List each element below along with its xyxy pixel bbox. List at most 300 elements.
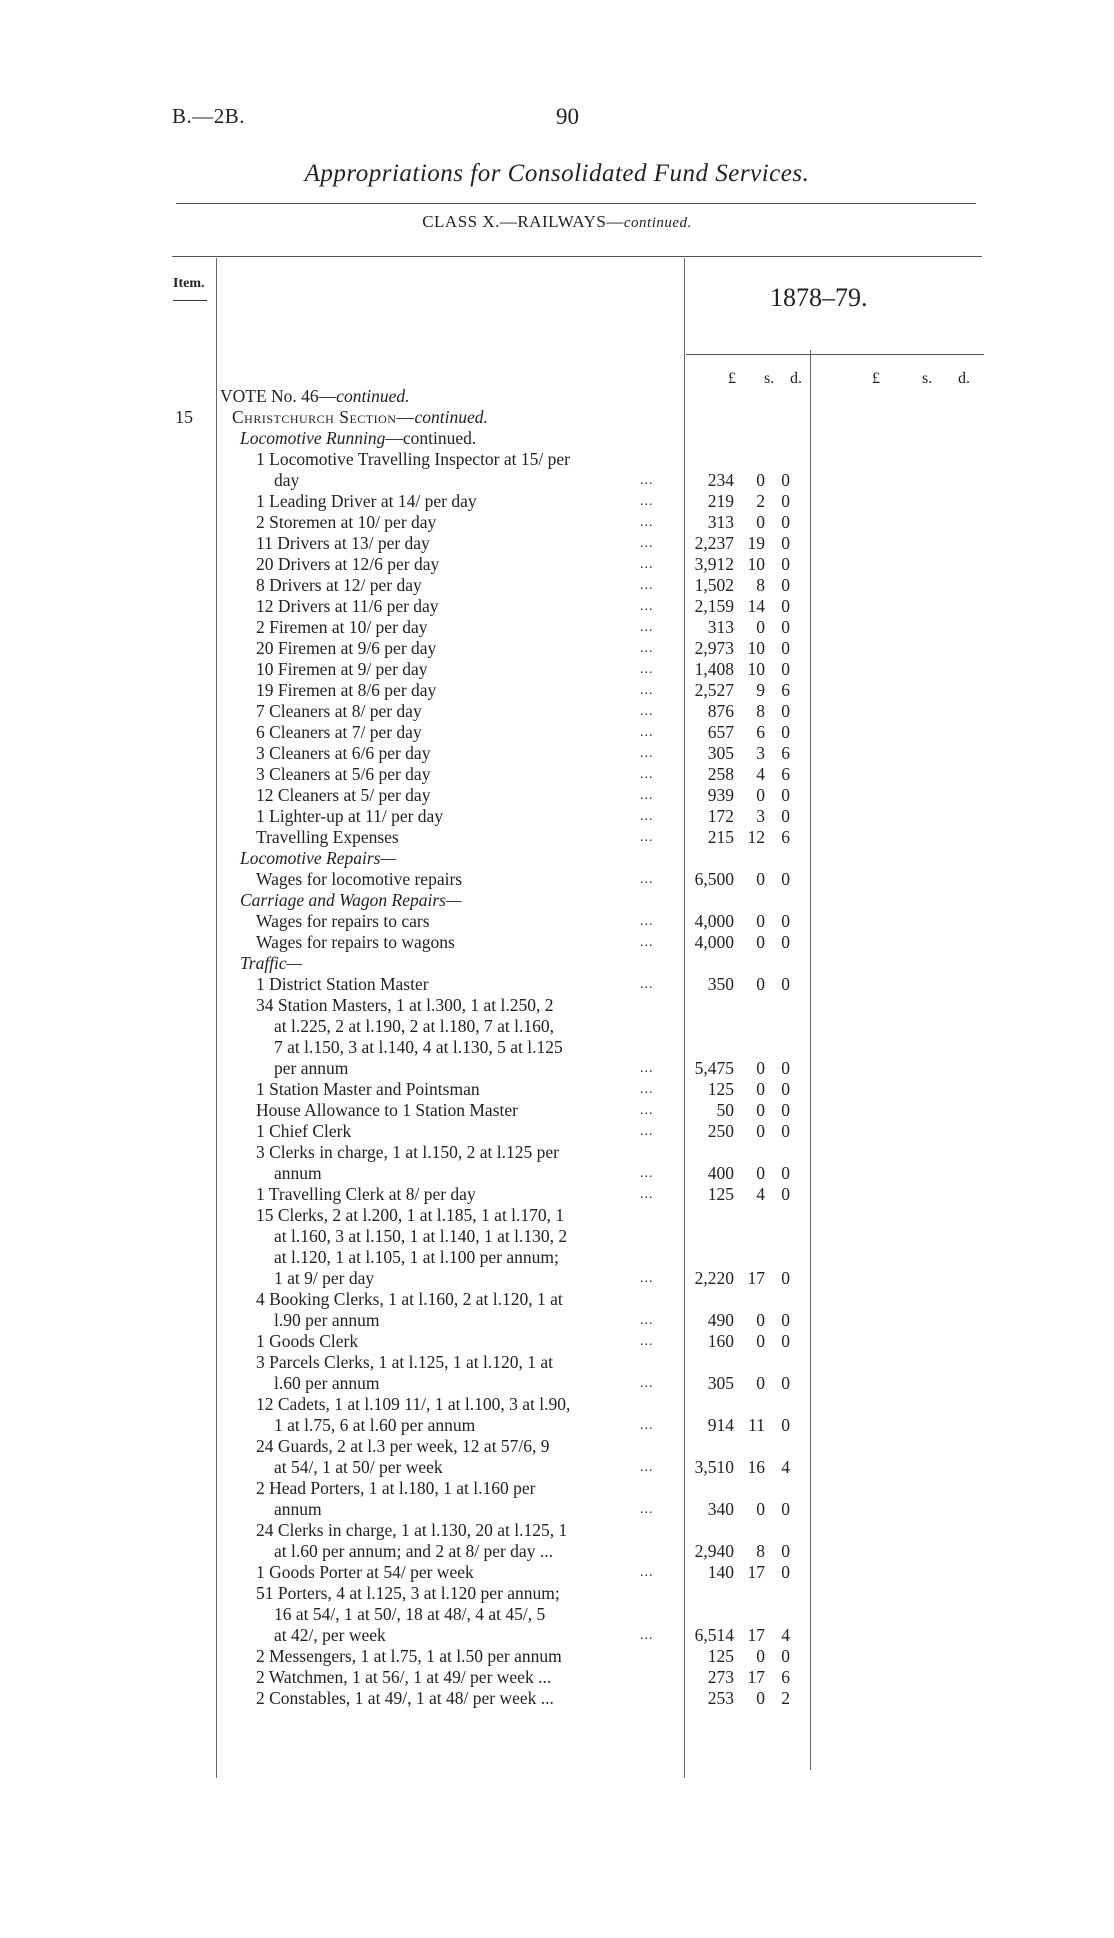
leader-dots: ... (640, 1460, 654, 1475)
table-row (0, 1667, 1114, 1688)
amount-shillings: 8 (756, 1541, 765, 1561)
row-description: at l.120, 1 at l.105, 1 at l.100 per annum; (274, 1247, 559, 1267)
shilling-header-2: s. (922, 370, 933, 387)
leader-dots: ... (640, 662, 654, 677)
row-description: 6 Cleaners at 7/ per day (256, 722, 422, 742)
amount-pence: 2 (781, 1688, 790, 1708)
amount-pence: 0 (781, 806, 790, 826)
leader-dots: ... (640, 1061, 654, 1076)
row-description: 10 Firemen at 9/ per day (256, 659, 428, 679)
table-row (0, 1331, 1114, 1352)
row-description: 2 Messengers, 1 at l.75, 1 at l.50 per annum (256, 1646, 562, 1666)
row-description: 1 Goods Porter at 54/ per week (256, 1562, 474, 1582)
amount-pounds: 313 (707, 512, 734, 532)
amount-pounds: 3,510 (694, 1457, 734, 1477)
amount-pence: 0 (781, 554, 790, 574)
row-description: 24 Clerks in charge, 1 at l.130, 20 at l.125, 1 (256, 1520, 568, 1540)
row-description: 12 Cadets, 1 at l.109 11/, 1 at l.100, 3 at l.90, (256, 1394, 571, 1414)
row-description: 3 Parcels Clerks, 1 at l.125, 1 at l.120, 1 at (256, 1352, 553, 1372)
amount-pounds: 250 (707, 1121, 734, 1141)
leader-dots: ... (640, 809, 654, 824)
amount-pounds: 6,500 (694, 869, 734, 889)
amount-pounds: 215 (707, 827, 734, 847)
table-row (0, 596, 1114, 617)
leader-dots: ... (640, 1565, 654, 1580)
amount-pence: 0 (781, 1331, 790, 1351)
table-row (0, 1037, 1114, 1058)
row-description: 12 Drivers at 11/6 per day (256, 596, 439, 616)
table-row (0, 1646, 1114, 1667)
table-row (0, 932, 1114, 953)
amount-shillings: 14 (747, 596, 765, 616)
row-description: per annum (274, 1058, 349, 1078)
amount-pence: 0 (781, 596, 790, 616)
table-row (0, 848, 1114, 869)
amount-pence: 0 (781, 1415, 790, 1435)
amount-pence: 0 (781, 1373, 790, 1393)
amount-pence: 0 (781, 1562, 790, 1582)
table-row (0, 1373, 1114, 1394)
leader-dots: ... (640, 494, 654, 509)
row-description: annum (274, 1499, 322, 1519)
amount-shillings: 0 (756, 1079, 765, 1099)
pence-header-2: d. (958, 370, 970, 387)
amount-shillings: 3 (756, 806, 765, 826)
table-row (0, 1562, 1114, 1583)
item-header-underline (173, 300, 207, 301)
row-description: 1 at 9/ per day (274, 1268, 375, 1288)
amount-pounds: 305 (707, 743, 734, 763)
amount-pounds: 1,408 (694, 659, 734, 679)
row-description: 51 Porters, 4 at l.125, 3 at l.120 per annum; (256, 1583, 560, 1603)
year-header: 1878–79. (770, 283, 868, 312)
table-row (0, 1058, 1114, 1079)
leader-dots: ... (640, 1502, 654, 1517)
leader-dots: ... (640, 536, 654, 551)
leader-dots: ... (640, 641, 654, 656)
table-row (0, 1499, 1114, 1520)
leader-dots: ... (640, 830, 654, 845)
row-description: Locomotive Repairs— (240, 848, 397, 868)
amount-pounds: 939 (707, 785, 734, 805)
table-row (0, 1205, 1114, 1226)
table-row (0, 680, 1114, 701)
table-row (0, 1016, 1114, 1037)
row-description: 19 Firemen at 8/6 per day (256, 680, 437, 700)
leader-dots: ... (640, 1334, 654, 1349)
table-row (0, 386, 1114, 407)
row-description: 1 Travelling Clerk at 8/ per day (256, 1184, 476, 1204)
table-row (0, 659, 1114, 680)
pound-header-1: £ (728, 370, 736, 387)
amount-pounds: 490 (707, 1310, 734, 1330)
table-row (0, 1604, 1114, 1625)
amount-pence: 6 (781, 680, 790, 700)
table-row (0, 1394, 1114, 1415)
amount-shillings: 17 (747, 1625, 765, 1645)
row-description: Wages for repairs to wagons (256, 932, 455, 952)
leader-dots: ... (640, 1103, 654, 1118)
amount-pounds: 253 (707, 1688, 734, 1708)
row-description: at 54/, 1 at 50/ per week (274, 1457, 443, 1477)
table-row (0, 1625, 1114, 1646)
amount-shillings: 0 (756, 1310, 765, 1330)
row-description: 1 Leading Driver at 14/ per day (256, 491, 477, 511)
row-description: 2 Constables, 1 at 49/, 1 at 48/ per week ... (256, 1688, 554, 1708)
amount-pounds: 3,912 (694, 554, 734, 574)
table-row (0, 638, 1114, 659)
leader-dots: ... (640, 1187, 654, 1202)
amount-pounds: 50 (716, 1100, 734, 1120)
row-description: Carriage and Wagon Repairs— (240, 890, 462, 910)
amount-pounds: 4,000 (694, 911, 734, 931)
table-row (0, 1478, 1114, 1499)
amount-shillings: 0 (756, 1100, 765, 1120)
row-description: Travelling Expenses (256, 827, 399, 847)
amount-shillings: 0 (756, 932, 765, 952)
row-description: 1 Chief Clerk (256, 1121, 352, 1141)
amount-pence: 0 (781, 1163, 790, 1183)
amount-shillings: 16 (747, 1457, 765, 1477)
table-row (0, 470, 1114, 491)
row-description: Traffic— (240, 953, 303, 973)
amount-pounds: 258 (707, 764, 734, 784)
table-row (0, 428, 1114, 449)
amount-pence: 6 (781, 1667, 790, 1687)
amount-pounds: 2,940 (694, 1541, 734, 1561)
leader-dots: ... (640, 683, 654, 698)
document-reference: B.—2B. (172, 104, 246, 128)
amount-pence: 0 (781, 869, 790, 889)
amount-pence: 0 (781, 785, 790, 805)
amount-pounds: 4,000 (694, 932, 734, 952)
table-row (0, 617, 1114, 638)
amount-shillings: 11 (748, 1415, 765, 1435)
amount-shillings: 3 (756, 743, 765, 763)
row-description: at 42/, per week (274, 1625, 386, 1645)
leader-dots: ... (640, 1313, 654, 1328)
item-number: 15 (175, 407, 193, 427)
leader-dots: ... (640, 1271, 654, 1286)
amount-pounds: 2,220 (694, 1268, 734, 1288)
row-description: 12 Cleaners at 5/ per day (256, 785, 431, 805)
row-description: 2 Storemen at 10/ per day (256, 512, 437, 532)
table-row (0, 491, 1114, 512)
table-row (0, 1163, 1114, 1184)
amount-pounds: 2,159 (694, 596, 734, 616)
amount-shillings: 8 (756, 701, 765, 721)
leader-dots: ... (640, 767, 654, 782)
table-row (0, 1457, 1114, 1478)
row-description: 1 Station Master and Pointsman (256, 1079, 480, 1099)
amount-shillings: 4 (756, 764, 765, 784)
amount-pence: 0 (781, 722, 790, 742)
leader-dots: ... (640, 473, 654, 488)
amount-pence: 0 (781, 1121, 790, 1141)
amount-pence: 0 (781, 638, 790, 658)
row-description: 11 Drivers at 13/ per day (256, 533, 430, 553)
leader-dots: ... (640, 1124, 654, 1139)
table-row (0, 1079, 1114, 1100)
leader-dots: ... (640, 1628, 654, 1643)
amount-pounds: 350 (707, 974, 734, 994)
table-row (0, 1184, 1114, 1205)
leader-dots: ... (640, 935, 654, 950)
page-title: Appropriations for Consolidated Fund Services. (304, 160, 810, 187)
amount-pounds: 2,237 (694, 533, 734, 553)
row-description: 20 Firemen at 9/6 per day (256, 638, 437, 658)
amount-pounds: 234 (707, 470, 734, 490)
row-description: 1 at l.75, 6 at l.60 per annum (274, 1415, 476, 1435)
table-row (0, 1688, 1114, 1709)
amount-pounds: 160 (707, 1331, 734, 1351)
amount-pence: 0 (781, 1100, 790, 1120)
table-row (0, 1541, 1114, 1562)
amount-pounds: 6,514 (694, 1625, 734, 1645)
table-row (0, 743, 1114, 764)
leader-dots: ... (640, 977, 654, 992)
amount-shillings: 10 (747, 659, 765, 679)
leader-dots: ... (640, 578, 654, 593)
amount-shillings: 10 (747, 554, 765, 574)
table-row (0, 1142, 1114, 1163)
amount-shillings: 0 (756, 1163, 765, 1183)
amount-pence: 0 (781, 911, 790, 931)
leader-dots: ... (640, 704, 654, 719)
amount-shillings: 9 (756, 680, 765, 700)
leader-dots: ... (640, 746, 654, 761)
amount-shillings: 0 (756, 1646, 765, 1666)
amount-shillings: 0 (756, 869, 765, 889)
amount-pence: 6 (781, 764, 790, 784)
amount-pence: 0 (781, 1184, 790, 1204)
table-row (0, 890, 1114, 911)
amount-pence: 4 (781, 1457, 790, 1477)
amount-shillings: 0 (756, 785, 765, 805)
amount-shillings: 6 (756, 722, 765, 742)
row-description: 7 at l.150, 3 at l.140, 4 at l.130, 5 at l.125 (274, 1037, 563, 1057)
row-description: Wages for repairs to cars (256, 911, 430, 931)
amount-pounds: 2,527 (694, 680, 734, 700)
amount-pence: 0 (781, 701, 790, 721)
amount-pence: 0 (781, 491, 790, 511)
amount-pence: 0 (781, 617, 790, 637)
amount-pounds: 657 (707, 722, 734, 742)
table-row (0, 974, 1114, 995)
table-row (0, 701, 1114, 722)
row-description: 3 Clerks in charge, 1 at l.150, 2 at l.125 per (256, 1142, 559, 1162)
amount-pounds: 340 (707, 1499, 734, 1519)
amount-pounds: 273 (707, 1667, 734, 1687)
row-description: House Allowance to 1 Station Master (256, 1100, 518, 1120)
row-description: day (274, 470, 300, 490)
amount-pounds: 305 (707, 1373, 734, 1393)
row-description: 1 Lighter-up at 11/ per day (256, 806, 444, 826)
amount-shillings: 0 (756, 1121, 765, 1141)
amount-pence: 0 (781, 932, 790, 952)
table-row (0, 785, 1114, 806)
leader-dots: ... (640, 725, 654, 740)
table-top-rule (172, 256, 982, 257)
amount-pence: 0 (781, 1499, 790, 1519)
table-row (0, 1100, 1114, 1121)
amount-pounds: 140 (707, 1562, 734, 1582)
row-description: 7 Cleaners at 8/ per day (256, 701, 422, 721)
row-description: 24 Guards, 2 at l.3 per week, 12 at 57/6, 9 (256, 1436, 550, 1456)
row-description: 3 Cleaners at 5/6 per day (256, 764, 431, 784)
table-row (0, 554, 1114, 575)
shilling-header-1: s. (764, 370, 775, 387)
title-rule (176, 203, 976, 204)
table-row (0, 1520, 1114, 1541)
amount-pence: 0 (781, 659, 790, 679)
table-row (0, 827, 1114, 848)
table-row (0, 806, 1114, 827)
row-description: 15 Clerks, 2 at l.200, 1 at l.185, 1 at l.170, 1 (256, 1205, 565, 1225)
row-description: Christchurch Section—continued. (232, 407, 488, 427)
amount-shillings: 12 (747, 827, 765, 847)
amount-pounds: 313 (707, 617, 734, 637)
header-bottom-rule (686, 354, 984, 355)
amount-shillings: 0 (756, 974, 765, 994)
amount-shillings: 17 (747, 1667, 765, 1687)
pound-header-2: £ (872, 370, 880, 387)
amount-pounds: 876 (707, 701, 734, 721)
row-description: 4 Booking Clerks, 1 at l.160, 2 at l.120, 1 at (256, 1289, 563, 1309)
leader-dots: ... (640, 788, 654, 803)
table-row (0, 1289, 1114, 1310)
table-row (0, 533, 1114, 554)
leader-dots: ... (640, 515, 654, 530)
row-description: 2 Watchmen, 1 at 56/, 1 at 49/ per week ... (256, 1667, 552, 1687)
row-description: l.60 per annum (274, 1373, 380, 1393)
table-row (0, 512, 1114, 533)
row-description: l.90 per annum (274, 1310, 380, 1330)
table-row (0, 1583, 1114, 1604)
amount-shillings: 4 (756, 1184, 765, 1204)
row-description: 20 Drivers at 12/6 per day (256, 554, 440, 574)
table-row (0, 869, 1114, 890)
amount-shillings: 2 (756, 491, 765, 511)
amount-shillings: 0 (756, 617, 765, 637)
table-row (0, 407, 1114, 428)
amount-pounds: 172 (707, 806, 734, 826)
amount-pence: 0 (781, 575, 790, 595)
row-description: 2 Head Porters, 1 at l.180, 1 at l.160 per (256, 1478, 536, 1498)
amount-shillings: 0 (756, 1058, 765, 1078)
table-row (0, 1268, 1114, 1289)
table-row (0, 1310, 1114, 1331)
amount-pence: 0 (781, 1268, 790, 1288)
amount-pence: 4 (781, 1625, 790, 1645)
amount-shillings: 17 (747, 1268, 765, 1288)
amount-pence: 0 (781, 1310, 790, 1330)
pence-header-1: d. (790, 370, 802, 387)
table-row (0, 1415, 1114, 1436)
leader-dots: ... (640, 914, 654, 929)
leader-dots: ... (640, 599, 654, 614)
amount-shillings: 0 (756, 1688, 765, 1708)
amount-shillings: 10 (747, 638, 765, 658)
table-row (0, 1247, 1114, 1268)
amount-shillings: 0 (756, 911, 765, 931)
leader-dots: ... (640, 872, 654, 887)
row-description: 34 Station Masters, 1 at l.300, 1 at l.250, 2 (256, 995, 554, 1015)
amount-pounds: 125 (707, 1184, 734, 1204)
table-row (0, 764, 1114, 785)
leader-dots: ... (640, 1376, 654, 1391)
leader-dots: ... (640, 1082, 654, 1097)
table-row (0, 995, 1114, 1016)
row-description: at l.160, 3 at l.150, 1 at l.140, 1 at l.130, 2 (274, 1226, 568, 1246)
row-description: 16 at 54/, 1 at 50/, 18 at 48/, 4 at 45/, 5 (274, 1604, 546, 1624)
amount-pence: 0 (781, 1646, 790, 1666)
row-description: 8 Drivers at 12/ per day (256, 575, 422, 595)
amount-shillings: 8 (756, 575, 765, 595)
amount-pence: 6 (781, 743, 790, 763)
table-row (0, 953, 1114, 974)
amount-shillings: 19 (747, 533, 765, 553)
row-description: annum (274, 1163, 322, 1183)
amount-pence: 0 (781, 512, 790, 532)
class-subtitle: CLASS X.—RAILWAYS—continued. (422, 212, 692, 231)
amount-shillings: 0 (756, 1373, 765, 1393)
amount-shillings: 17 (747, 1562, 765, 1582)
amount-pounds: 125 (707, 1646, 734, 1666)
amount-pence: 6 (781, 827, 790, 847)
amount-pence: 0 (781, 533, 790, 553)
leader-dots: ... (640, 557, 654, 572)
amount-pence: 0 (781, 974, 790, 994)
amount-pence: 0 (781, 470, 790, 490)
amount-shillings: 0 (756, 470, 765, 490)
row-description: VOTE No. 46—continued. (220, 386, 410, 406)
table-row (0, 449, 1114, 470)
amount-pence: 0 (781, 1541, 790, 1561)
table-row (0, 575, 1114, 596)
amount-pounds: 219 (707, 491, 734, 511)
amount-pounds: 914 (707, 1415, 734, 1435)
row-description: at l.225, 2 at l.190, 2 at l.180, 7 at l.160, (274, 1016, 554, 1036)
row-description: 2 Firemen at 10/ per day (256, 617, 428, 637)
row-description: at l.60 per annum; and 2 at 8/ per day ... (274, 1541, 553, 1561)
amount-shillings: 0 (756, 1499, 765, 1519)
table-row (0, 1121, 1114, 1142)
table-row (0, 911, 1114, 932)
page-number: 90 (556, 104, 579, 129)
amount-pounds: 125 (707, 1079, 734, 1099)
leader-dots: ... (640, 1166, 654, 1181)
item-column-header: Item. (173, 276, 205, 291)
row-description: 1 Goods Clerk (256, 1331, 359, 1351)
row-description: 1 District Station Master (256, 974, 429, 994)
leader-dots: ... (640, 620, 654, 635)
table-row (0, 1436, 1114, 1457)
amount-pounds: 5,475 (694, 1058, 734, 1078)
amount-pounds: 1,502 (694, 575, 734, 595)
table-row (0, 1226, 1114, 1247)
table-row (0, 1352, 1114, 1373)
amount-shillings: 0 (756, 512, 765, 532)
amount-pounds: 400 (707, 1163, 734, 1183)
amount-pounds: 2,973 (694, 638, 734, 658)
leader-dots: ... (640, 1418, 654, 1433)
amount-pence: 0 (781, 1079, 790, 1099)
row-description: 3 Cleaners at 6/6 per day (256, 743, 431, 763)
amount-pence: 0 (781, 1058, 790, 1078)
row-description: 1 Locomotive Travelling Inspector at 15/ per (256, 449, 570, 469)
row-description: Wages for locomotive repairs (256, 869, 463, 889)
